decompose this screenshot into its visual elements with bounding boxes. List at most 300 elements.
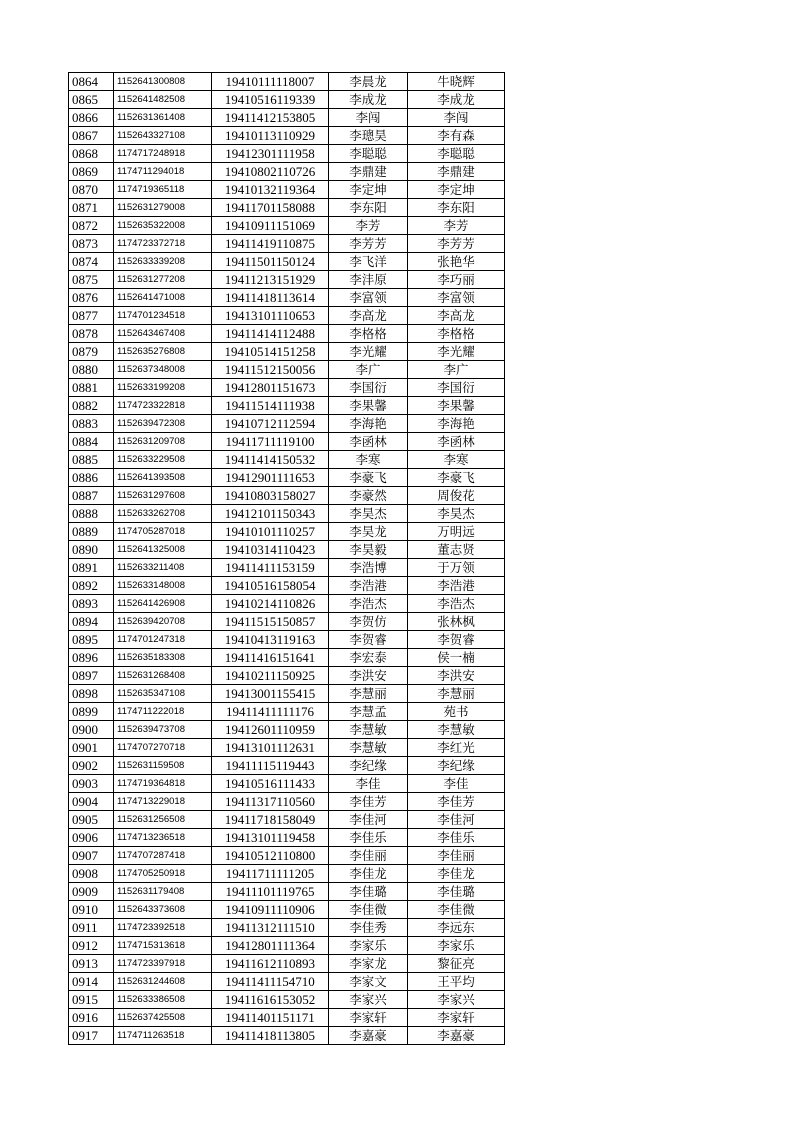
id-number-cell: 1152633199208: [114, 379, 212, 397]
name-cell: 李函林: [329, 433, 408, 451]
name-cell: 李昊龙: [329, 523, 408, 541]
id-number-cell: 1152641325008: [114, 541, 212, 559]
seq-number-cell: 0905: [69, 811, 114, 829]
id-number-cell: 1174705250918: [114, 865, 212, 883]
id-number-cell: 1152635183308: [114, 649, 212, 667]
table-row: [69, 757, 505, 775]
name-cell: 李佳乐: [329, 829, 408, 847]
table-row: [69, 559, 505, 577]
seq-number-cell: 0896: [69, 649, 114, 667]
original-name-cell: 李闯: [408, 109, 505, 127]
seq-number-cell: 0899: [69, 703, 114, 721]
exam-number-cell: 19411711119100: [212, 433, 329, 451]
table-row: [69, 91, 505, 109]
exam-number-cell: 19411418113805: [212, 1027, 329, 1045]
table-row: [69, 163, 505, 181]
original-name-cell: 李定坤: [408, 181, 505, 199]
original-name-cell: 张林枫: [408, 613, 505, 631]
id-number-cell: 1174701247318: [114, 631, 212, 649]
seq-number-cell: 0907: [69, 847, 114, 865]
seq-number-cell: 0910: [69, 901, 114, 919]
table-row: [69, 289, 505, 307]
seq-number-cell: 0906: [69, 829, 114, 847]
table-row: [69, 271, 505, 289]
table-row: [69, 127, 505, 145]
table-row: [69, 613, 505, 631]
name-cell: 李慧孟: [329, 703, 408, 721]
name-cell: 李宏泰: [329, 649, 408, 667]
table-row: [69, 937, 505, 955]
original-name-cell: 李浩港: [408, 577, 505, 595]
original-name-cell: 于万领: [408, 559, 505, 577]
table-row: [69, 451, 505, 469]
seq-number-cell: 0865: [69, 91, 114, 109]
original-name-cell: 李富领: [408, 289, 505, 307]
seq-number-cell: 0892: [69, 577, 114, 595]
seq-number-cell: 0897: [69, 667, 114, 685]
seq-number-cell: 0913: [69, 955, 114, 973]
id-number-cell: 1174711222018: [114, 703, 212, 721]
id-number-cell: 1174713229018: [114, 793, 212, 811]
name-cell: 李豪飞: [329, 469, 408, 487]
id-number-cell: 1174701234518: [114, 307, 212, 325]
original-name-cell: 李佳微: [408, 901, 505, 919]
name-cell: 李国衍: [329, 379, 408, 397]
table-row: [69, 739, 505, 757]
exam-number-cell: 19410413119163: [212, 631, 329, 649]
exam-number-cell: 19411411111176: [212, 703, 329, 721]
exam-number-cell: 19412801151673: [212, 379, 329, 397]
name-cell: 李佳秀: [329, 919, 408, 937]
original-name-cell: 李家轩: [408, 1009, 505, 1027]
exam-number-cell: 19410516158054: [212, 577, 329, 595]
table-row: [69, 631, 505, 649]
id-number-cell: 1152637348008: [114, 361, 212, 379]
name-cell: 李昊毅: [329, 541, 408, 559]
name-cell: 李浩杰: [329, 595, 408, 613]
id-number-cell: 1152643373608: [114, 901, 212, 919]
id-number-cell: 1152633229508: [114, 451, 212, 469]
exam-number-cell: 19411317110560: [212, 793, 329, 811]
id-number-cell: 1152635322008: [114, 217, 212, 235]
original-name-cell: 苑书: [408, 703, 505, 721]
name-cell: 李佳璐: [329, 883, 408, 901]
id-number-cell: 1152633148008: [114, 577, 212, 595]
table-row: [69, 505, 505, 523]
seq-number-cell: 0904: [69, 793, 114, 811]
original-name-cell: 李浩杰: [408, 595, 505, 613]
original-name-cell: 李洪安: [408, 667, 505, 685]
id-number-cell: 1152639472308: [114, 415, 212, 433]
exam-number-cell: 19410802110726: [212, 163, 329, 181]
original-name-cell: 李格格: [408, 325, 505, 343]
exam-number-cell: 19410113110929: [212, 127, 329, 145]
id-number-cell: 1152631268408: [114, 667, 212, 685]
table-row: [69, 109, 505, 127]
exam-number-cell: 19410803158027: [212, 487, 329, 505]
exam-number-cell: 19411115119443: [212, 757, 329, 775]
exam-number-cell: 19410516119339: [212, 91, 329, 109]
seq-number-cell: 0875: [69, 271, 114, 289]
original-name-cell: 侯一楠: [408, 649, 505, 667]
seq-number-cell: 0879: [69, 343, 114, 361]
name-cell: 李贺睿: [329, 631, 408, 649]
table-row: [69, 991, 505, 1009]
name-cell: 李贺仿: [329, 613, 408, 631]
id-number-cell: 1152631159508: [114, 757, 212, 775]
seq-number-cell: 0871: [69, 199, 114, 217]
name-cell: 李富领: [329, 289, 408, 307]
seq-number-cell: 0869: [69, 163, 114, 181]
seq-number-cell: 0885: [69, 451, 114, 469]
seq-number-cell: 0908: [69, 865, 114, 883]
name-cell: 李佳河: [329, 811, 408, 829]
exam-number-cell: 19410101110257: [212, 523, 329, 541]
id-number-cell: 1152631277208: [114, 271, 212, 289]
table-row: [69, 955, 505, 973]
seq-number-cell: 0901: [69, 739, 114, 757]
id-number-cell: 1152633262708: [114, 505, 212, 523]
original-name-cell: 李光耀: [408, 343, 505, 361]
table-row: [69, 973, 505, 991]
seq-number-cell: 0900: [69, 721, 114, 739]
name-cell: 李芳芳: [329, 235, 408, 253]
id-number-cell: 1174707287418: [114, 847, 212, 865]
id-number-cell: 1152639420708: [114, 613, 212, 631]
table-row: [69, 1027, 505, 1045]
table-row: [69, 541, 505, 559]
original-name-cell: 李鼎建: [408, 163, 505, 181]
exam-number-cell: 19411711111205: [212, 865, 329, 883]
seq-number-cell: 0890: [69, 541, 114, 559]
exam-number-cell: 19411701158088: [212, 199, 329, 217]
table-body: [69, 73, 505, 1045]
seq-number-cell: 0909: [69, 883, 114, 901]
exam-number-cell: 19410516111433: [212, 775, 329, 793]
id-number-cell: 1152635347108: [114, 685, 212, 703]
table-row: [69, 685, 505, 703]
table-row: [69, 1009, 505, 1027]
original-name-cell: 李聪聪: [408, 145, 505, 163]
table-row: [69, 883, 505, 901]
exam-number-cell: 19411718158049: [212, 811, 329, 829]
exam-number-cell: 19413101110653: [212, 307, 329, 325]
exam-number-cell: 19411416151641: [212, 649, 329, 667]
name-cell: 李家乐: [329, 937, 408, 955]
name-cell: 李家兴: [329, 991, 408, 1009]
table-row: [69, 811, 505, 829]
id-number-cell: 1152641300808: [114, 73, 212, 91]
seq-number-cell: 0867: [69, 127, 114, 145]
id-number-cell: 1152643327108: [114, 127, 212, 145]
id-number-cell: 1174715313618: [114, 937, 212, 955]
seq-number-cell: 0916: [69, 1009, 114, 1027]
original-name-cell: 李东阳: [408, 199, 505, 217]
table-row: [69, 487, 505, 505]
seq-number-cell: 0878: [69, 325, 114, 343]
seq-number-cell: 0881: [69, 379, 114, 397]
original-name-cell: 李芳: [408, 217, 505, 235]
id-number-cell: 1152631279008: [114, 199, 212, 217]
name-cell: 李飞洋: [329, 253, 408, 271]
exam-number-cell: 19412801111364: [212, 937, 329, 955]
table-row: [69, 199, 505, 217]
seq-number-cell: 0895: [69, 631, 114, 649]
name-cell: 李浩港: [329, 577, 408, 595]
exam-number-cell: 19411418113614: [212, 289, 329, 307]
id-number-cell: 1152633339208: [114, 253, 212, 271]
name-cell: 李光耀: [329, 343, 408, 361]
table-row: [69, 901, 505, 919]
seq-number-cell: 0894: [69, 613, 114, 631]
original-name-cell: 李佳璐: [408, 883, 505, 901]
table-row: [69, 919, 505, 937]
exam-number-cell: 19410911110906: [212, 901, 329, 919]
table-row: [69, 793, 505, 811]
exam-number-cell: 19411411154710: [212, 973, 329, 991]
name-cell: 李家文: [329, 973, 408, 991]
original-name-cell: 李佳丽: [408, 847, 505, 865]
table-row: [69, 721, 505, 739]
original-name-cell: 李佳河: [408, 811, 505, 829]
table-row: [69, 181, 505, 199]
original-name-cell: 李海艳: [408, 415, 505, 433]
name-cell: 李寒: [329, 451, 408, 469]
exam-number-cell: 19412601110959: [212, 721, 329, 739]
table-row: [69, 253, 505, 271]
original-name-cell: 李慧丽: [408, 685, 505, 703]
exam-number-cell: 19413101112631: [212, 739, 329, 757]
table-row: [69, 595, 505, 613]
name-cell: 李鼎建: [329, 163, 408, 181]
exam-number-cell: 19411312111510: [212, 919, 329, 937]
seq-number-cell: 0877: [69, 307, 114, 325]
id-number-cell: 1174723372718: [114, 235, 212, 253]
table-row: [69, 433, 505, 451]
name-cell: 李海艳: [329, 415, 408, 433]
id-number-cell: 1174719365118: [114, 181, 212, 199]
seq-number-cell: 0870: [69, 181, 114, 199]
table-row: [69, 865, 505, 883]
original-name-cell: 李红光: [408, 739, 505, 757]
table-row: [69, 379, 505, 397]
seq-number-cell: 0911: [69, 919, 114, 937]
name-cell: 李东阳: [329, 199, 408, 217]
original-name-cell: 李慧敏: [408, 721, 505, 739]
table-row: [69, 217, 505, 235]
seq-number-cell: 0876: [69, 289, 114, 307]
name-cell: 李慧丽: [329, 685, 408, 703]
name-cell: 李晨龙: [329, 73, 408, 91]
seq-number-cell: 0874: [69, 253, 114, 271]
original-name-cell: 李国衍: [408, 379, 505, 397]
seq-number-cell: 0912: [69, 937, 114, 955]
name-cell: 李佳芳: [329, 793, 408, 811]
exam-number-cell: 19411101119765: [212, 883, 329, 901]
seq-number-cell: 0882: [69, 397, 114, 415]
name-cell: 李格格: [329, 325, 408, 343]
id-number-cell: 1174707270718: [114, 739, 212, 757]
original-name-cell: 李家乐: [408, 937, 505, 955]
seq-number-cell: 0914: [69, 973, 114, 991]
exam-number-cell: 19412101150343: [212, 505, 329, 523]
original-name-cell: 李成龙: [408, 91, 505, 109]
table-row: [69, 775, 505, 793]
original-name-cell: 李家兴: [408, 991, 505, 1009]
seq-number-cell: 0868: [69, 145, 114, 163]
original-name-cell: 李佳龙: [408, 865, 505, 883]
original-name-cell: 李函林: [408, 433, 505, 451]
seq-number-cell: 0889: [69, 523, 114, 541]
exam-number-cell: 19411414112488: [212, 325, 329, 343]
seq-number-cell: 0898: [69, 685, 114, 703]
seq-number-cell: 0903: [69, 775, 114, 793]
seq-number-cell: 0887: [69, 487, 114, 505]
seq-number-cell: 0915: [69, 991, 114, 1009]
name-cell: 李洪安: [329, 667, 408, 685]
id-number-cell: 1152641393508: [114, 469, 212, 487]
exam-number-cell: 19410712112594: [212, 415, 329, 433]
exam-number-cell: 19411412153805: [212, 109, 329, 127]
exam-number-cell: 19410111118007: [212, 73, 329, 91]
name-cell: 李璁昊: [329, 127, 408, 145]
exam-number-cell: 19412901111653: [212, 469, 329, 487]
original-name-cell: 李寒: [408, 451, 505, 469]
original-name-cell: 李巧丽: [408, 271, 505, 289]
exam-number-cell: 19411512150056: [212, 361, 329, 379]
exam-number-cell: 19412301111958: [212, 145, 329, 163]
name-cell: 李定坤: [329, 181, 408, 199]
id-number-cell: 1152641471008: [114, 289, 212, 307]
name-cell: 李嘉豪: [329, 1027, 408, 1045]
seq-number-cell: 0891: [69, 559, 114, 577]
original-name-cell: 李豪飞: [408, 469, 505, 487]
id-number-cell: 1152641482508: [114, 91, 212, 109]
original-name-cell: 李佳乐: [408, 829, 505, 847]
name-cell: 李昊杰: [329, 505, 408, 523]
id-number-cell: 1152635276808: [114, 343, 212, 361]
exam-number-cell: 19411401151171: [212, 1009, 329, 1027]
id-number-cell: 1152631297608: [114, 487, 212, 505]
name-cell: 李芳: [329, 217, 408, 235]
original-name-cell: 牛晓辉: [408, 73, 505, 91]
table-row: [69, 847, 505, 865]
original-name-cell: 李佳: [408, 775, 505, 793]
table-row: [69, 469, 505, 487]
name-cell: 李高龙: [329, 307, 408, 325]
exam-number-cell: 19411501150124: [212, 253, 329, 271]
name-cell: 李佳微: [329, 901, 408, 919]
id-number-cell: 1174719364818: [114, 775, 212, 793]
table-row: [69, 343, 505, 361]
id-number-cell: 1174713236518: [114, 829, 212, 847]
exam-number-cell: 19411514111938: [212, 397, 329, 415]
name-cell: 李豪然: [329, 487, 408, 505]
seq-number-cell: 0886: [69, 469, 114, 487]
exam-number-cell: 19410512110800: [212, 847, 329, 865]
id-number-cell: 1152631361408: [114, 109, 212, 127]
table-row: [69, 73, 505, 91]
name-cell: 李果馨: [329, 397, 408, 415]
name-cell: 李佳龙: [329, 865, 408, 883]
seq-number-cell: 0880: [69, 361, 114, 379]
exam-number-cell: 19413101119458: [212, 829, 329, 847]
exam-number-cell: 19410314110423: [212, 541, 329, 559]
id-number-cell: 1152631179408: [114, 883, 212, 901]
name-cell: 李成龙: [329, 91, 408, 109]
seq-number-cell: 0884: [69, 433, 114, 451]
original-name-cell: 李昊杰: [408, 505, 505, 523]
id-number-cell: 1152637425508: [114, 1009, 212, 1027]
id-number-cell: 1152631244608: [114, 973, 212, 991]
table-row: [69, 145, 505, 163]
original-name-cell: 李嘉豪: [408, 1027, 505, 1045]
name-cell: 李佳丽: [329, 847, 408, 865]
table-row: [69, 415, 505, 433]
table-row: [69, 361, 505, 379]
exam-number-cell: 19411411153159: [212, 559, 329, 577]
id-number-cell: 1174717248918: [114, 145, 212, 163]
original-name-cell: 董志贤: [408, 541, 505, 559]
table-row: [69, 649, 505, 667]
id-number-cell: 1152639473708: [114, 721, 212, 739]
seq-number-cell: 0864: [69, 73, 114, 91]
id-number-cell: 1152631256508: [114, 811, 212, 829]
exam-number-cell: 19411616153052: [212, 991, 329, 1009]
table-row: [69, 397, 505, 415]
original-name-cell: 李果馨: [408, 397, 505, 415]
table-row: [69, 523, 505, 541]
table-row: [69, 577, 505, 595]
name-cell: 李家轩: [329, 1009, 408, 1027]
name-cell: 李沣原: [329, 271, 408, 289]
original-name-cell: 李贺睿: [408, 631, 505, 649]
name-cell: 李广: [329, 361, 408, 379]
id-number-cell: 1152631209708: [114, 433, 212, 451]
original-name-cell: 万明远: [408, 523, 505, 541]
data-table: [68, 72, 505, 1045]
seq-number-cell: 0872: [69, 217, 114, 235]
name-cell: 李家龙: [329, 955, 408, 973]
exam-number-cell: 19410214110826: [212, 595, 329, 613]
original-name-cell: 李高龙: [408, 307, 505, 325]
id-number-cell: 1174705287018: [114, 523, 212, 541]
original-name-cell: 黎征亮: [408, 955, 505, 973]
seq-number-cell: 0866: [69, 109, 114, 127]
seq-number-cell: 0917: [69, 1027, 114, 1045]
exam-number-cell: 19411419110875: [212, 235, 329, 253]
table-row: [69, 307, 505, 325]
name-cell: 李纪缘: [329, 757, 408, 775]
name-cell: 李慧敏: [329, 739, 408, 757]
exam-number-cell: 19410514151258: [212, 343, 329, 361]
id-number-cell: 1152643467408: [114, 325, 212, 343]
id-number-cell: 1174723322818: [114, 397, 212, 415]
seq-number-cell: 0902: [69, 757, 114, 775]
table-row: [69, 829, 505, 847]
seq-number-cell: 0873: [69, 235, 114, 253]
name-cell: 李闯: [329, 109, 408, 127]
exam-number-cell: 19411515150857: [212, 613, 329, 631]
id-number-cell: 1174711263518: [114, 1027, 212, 1045]
seq-number-cell: 0888: [69, 505, 114, 523]
id-number-cell: 1152633211408: [114, 559, 212, 577]
exam-number-cell: 19410911151069: [212, 217, 329, 235]
exam-number-cell: 19413001155415: [212, 685, 329, 703]
seq-number-cell: 0883: [69, 415, 114, 433]
original-name-cell: 李远东: [408, 919, 505, 937]
exam-number-cell: 19410132119364: [212, 181, 329, 199]
